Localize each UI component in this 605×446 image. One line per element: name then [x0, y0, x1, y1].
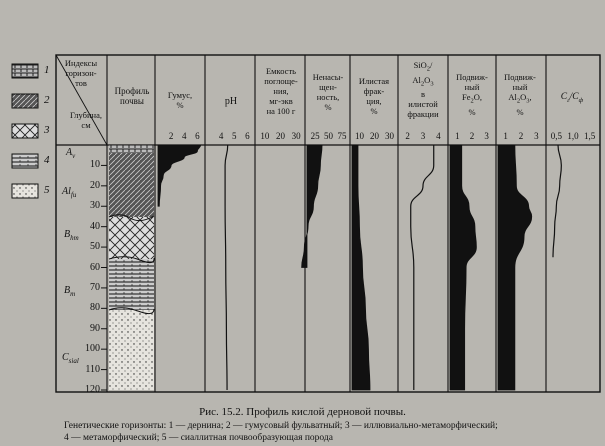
tick-label-cec: 20 — [276, 131, 285, 141]
chart-marks — [158, 145, 561, 390]
tick-label-al: 1 — [503, 131, 508, 141]
tick-label-ph: 6 — [245, 131, 250, 141]
depth-ticks — [101, 165, 107, 390]
legend-text-line2: 4 — метаморфический; 5 — сиаллитная почвообразующая порода — [64, 433, 333, 443]
tick-label-fe: 2 — [469, 131, 475, 141]
tick-label-humus: 2 — [168, 131, 174, 141]
legend-swatch-3 — [12, 124, 38, 138]
legend-text-line1: Генетические горизонты: 1 — дернина; 2 — гумусовый фульватный; 3 — иллювиально-метаморфический; — [64, 421, 498, 431]
header-index: Индексы горизон- тов — [64, 58, 98, 88]
tick-label-fe: 3 — [484, 131, 489, 141]
tick-label-unsat: 75 — [337, 131, 347, 141]
tick-label-al: 2 — [518, 131, 524, 141]
horizon-csial: $C_{sial}$ — [62, 352, 79, 365]
legend-number-1: 1 — [44, 64, 50, 76]
tick-label-ph: 4 — [218, 131, 224, 141]
header-fe2o3: Подвиж- ный $Fe_2O$, % — [456, 72, 488, 117]
series-cg-cf-line — [553, 145, 561, 257]
tick-label-cc: 1,0 — [567, 131, 579, 141]
depth-label: 100 — [85, 343, 100, 355]
header-al2o3: Подвиж- ный $Al_2O_3$, % — [504, 72, 536, 117]
tick-label-unsat: 25 — [310, 131, 320, 141]
depth-label: 110 — [85, 363, 100, 375]
depth-label: 80 — [90, 302, 100, 314]
tick-label-clay: 10 — [355, 131, 364, 141]
header-humus: Гумус, % — [167, 90, 193, 110]
horizon-bhm: $B_{hm}$ — [64, 229, 79, 242]
profile-layer-2 — [109, 153, 154, 217]
legend-number-5: 5 — [44, 184, 50, 196]
series-humus-area — [158, 145, 201, 206]
legend-number-4: 4 — [44, 154, 50, 166]
tick-label-cec: 30 — [291, 131, 301, 141]
legend-number-2: 2 — [44, 94, 50, 106]
tick-label-cc: 1,5 — [584, 131, 596, 141]
series-sio2-line — [411, 145, 434, 390]
header-cec: Емкость поглоще- ния, мг-экв на 100 г — [264, 66, 298, 116]
tick-label-ph: 5 — [232, 131, 237, 141]
tick-label-clay: 30 — [385, 131, 394, 141]
legend-swatch-1 — [12, 64, 38, 78]
header-profile: Профиль почвы — [114, 86, 150, 106]
tick-label-sio2: 4 — [436, 131, 441, 141]
legend-swatch-5 — [12, 184, 38, 198]
depth-label: 90 — [90, 322, 100, 334]
header-depth: Глубина, см — [70, 110, 102, 130]
tick-label-sio2: 3 — [420, 131, 426, 141]
tick-label-cec: 10 — [260, 131, 270, 141]
header-sio2-al2o3: SiO$_2$/ $Al_2O_3$ в илистой фракции — [407, 60, 439, 120]
series-clay-area — [352, 145, 370, 390]
series-ph-line — [225, 145, 228, 390]
header-cg-cf: $C_г/C_ф$ — [560, 92, 584, 104]
horizon-alfu: $Al_{fu}$ — [62, 186, 77, 199]
profile-layer-3 — [109, 217, 154, 259]
tick-label-sio2: 2 — [405, 131, 410, 141]
series-al2o3-area — [498, 145, 532, 390]
profile-layer-4 — [109, 259, 154, 310]
horizon-av: $A_v$ — [66, 147, 76, 160]
depth-label: 60 — [90, 261, 100, 273]
header-ph: pH — [224, 96, 238, 107]
tick-label-cc: 0,5 — [550, 131, 562, 141]
tick-label-unsat: 50 — [324, 131, 333, 141]
series-fe2o3-area — [450, 145, 476, 390]
legend-swatch-2 — [12, 94, 38, 108]
depth-label: 120 — [85, 384, 100, 395]
tick-label-humus: 6 — [195, 131, 200, 141]
profile-layer-5 — [109, 310, 154, 390]
header-unsaturation: Ненасы- щен- ность, % — [312, 72, 344, 112]
legend-number-3: 3 — [44, 124, 50, 136]
tick-label-humus: 4 — [182, 131, 187, 141]
tick-label-fe: 1 — [455, 131, 460, 141]
depth-label: 40 — [90, 220, 100, 232]
profile-layer-1 — [109, 145, 154, 153]
depth-label: 30 — [90, 200, 100, 212]
tick-label-clay: 20 — [370, 131, 379, 141]
depth-label: 50 — [90, 241, 100, 253]
depth-label: 10 — [90, 159, 100, 171]
depth-label: 20 — [90, 179, 100, 191]
figure-caption: Рис. 15.2. Профиль кислой дерновой почвы. — [199, 406, 406, 418]
depth-label: 70 — [90, 281, 100, 293]
horizon-bm: $B_m$ — [64, 285, 76, 298]
tick-label-al: 3 — [534, 131, 539, 141]
header-clay: Илистая фрак- ция, % — [358, 76, 390, 116]
legend-swatch-4 — [12, 154, 38, 168]
